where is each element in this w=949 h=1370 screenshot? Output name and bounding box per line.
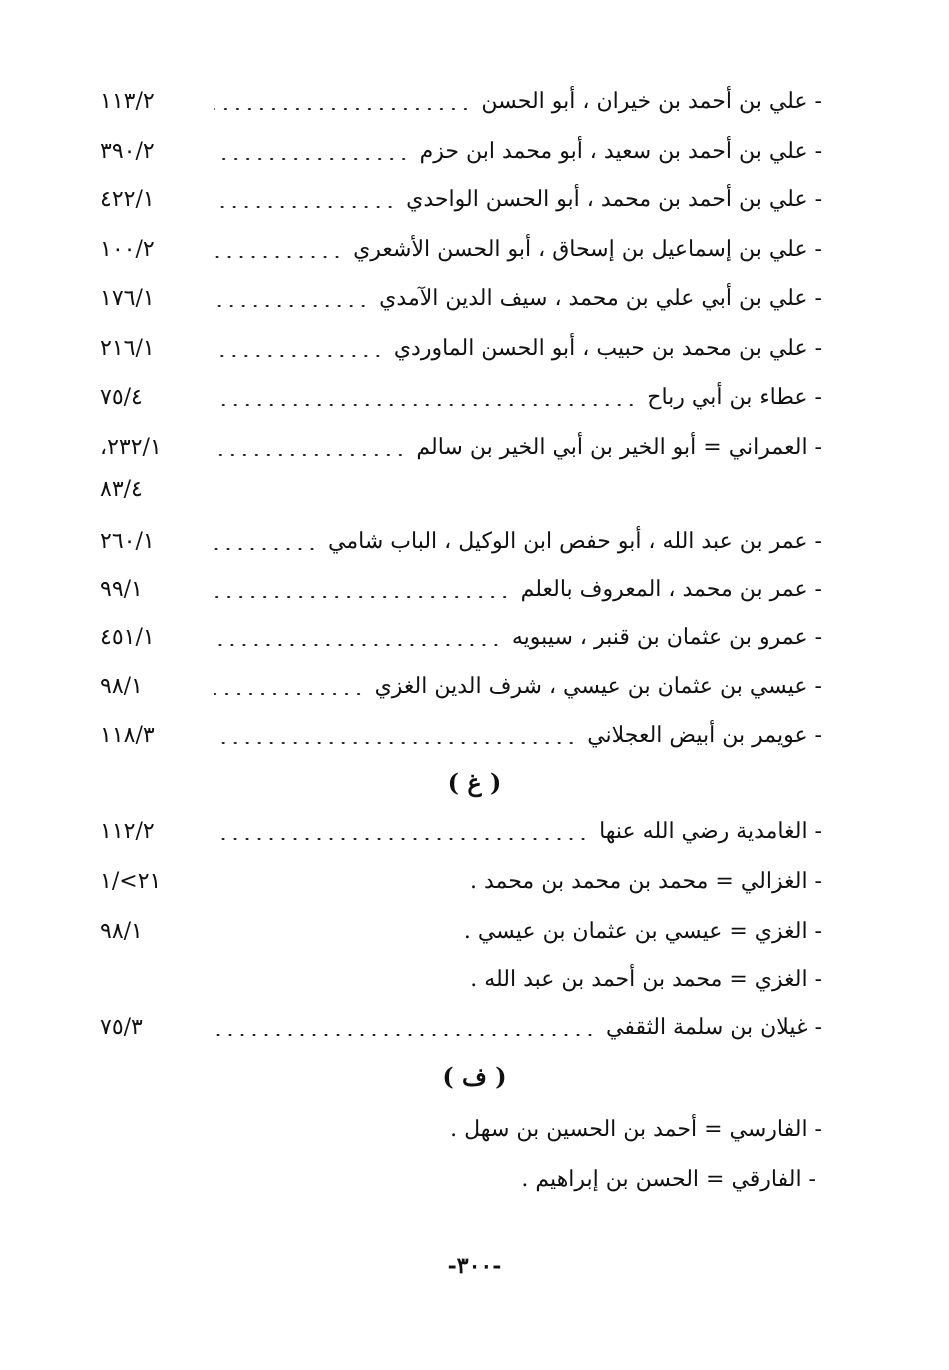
- index-entry: [100, 228, 822, 272]
- entry-reference: ٧٥/٤: [100, 385, 143, 410]
- entry-reference: ١٠٠/٢: [100, 237, 155, 262]
- entry-reference: ١٧٦/١: [100, 286, 155, 311]
- entry-reference-continuation: ٨٣/٤: [100, 477, 143, 502]
- index-entry: [100, 520, 822, 564]
- entry-name: - عمر بن عبد الله ، أبو حفص ابن الوكيل ، الباب شامي: [328, 529, 822, 554]
- entry-name: - الغامدية رضي الله عنها: [599, 819, 822, 844]
- dot-leader: [214, 596, 511, 598]
- index-entry: [100, 277, 822, 321]
- index-entry: [100, 910, 822, 954]
- section-heading-ghain: ( غ ): [447, 768, 502, 797]
- dot-leader: [214, 644, 502, 646]
- dot-leader: [214, 838, 589, 840]
- entry-name: - علي بن محمد بن حبيب ، أبو الحسن الماوردي: [393, 336, 822, 361]
- index-entry: [100, 426, 822, 470]
- dot-leader: [214, 206, 396, 208]
- entry-name: - علي بن أحمد بن محمد ، أبو الحسن الواحدي: [406, 187, 822, 212]
- index-entry: [100, 665, 822, 709]
- index-entry: [100, 616, 822, 660]
- dot-leader: [214, 404, 637, 406]
- dot-leader: [214, 454, 406, 456]
- entry-name: - عمر بن محمد ، المعروف بالعلم: [520, 577, 822, 602]
- index-entry: [100, 1158, 816, 1202]
- entry-name: - الفارسي = أحمد بن الحسين بن سهل .: [450, 1117, 822, 1142]
- section-heading-fa: ( ف ): [442, 1062, 507, 1091]
- dot-leader: [214, 355, 384, 357]
- entry-reference: ٢١٦/١: [100, 336, 155, 361]
- page-number: -٣٠٠-: [447, 1253, 502, 1279]
- entry-name: - عطاء بن أبي رباح: [647, 385, 822, 410]
- dot-leader: [214, 108, 471, 110]
- entry-name: - الغزالي = محمد بن محمد بن محمد .: [469, 869, 822, 894]
- dot-leader: [214, 158, 410, 160]
- index-entry: [100, 958, 822, 1002]
- entry-reference: ١١٢/٢: [100, 819, 155, 844]
- entry-name: - علي بن أحمد بن سعيد ، أبو محمد ابن حزم: [419, 139, 822, 164]
- entry-name: - غيلان بن سلمة الثقفي: [606, 1015, 822, 1040]
- entry-name: - الفارقي = الحسن بن إبراهيم .: [521, 1167, 816, 1192]
- dot-leader: [214, 548, 318, 550]
- dot-leader: [214, 305, 369, 307]
- entry-reference: ١١٨/٣: [100, 723, 155, 748]
- entry-reference: ٩٩/١: [100, 577, 143, 602]
- entry-name: - العمراني = أبو الخير بن أبي الخير بن سالم: [416, 435, 822, 460]
- entry-name: - عمرو بن عثمان بن قنبر ، سيبويه: [511, 625, 822, 650]
- index-entry: [100, 327, 822, 371]
- dot-leader: [214, 1034, 596, 1036]
- entry-reference: ١١٣/٢: [100, 89, 155, 114]
- entry-name: - عويمر بن أبيض العجلاني: [587, 723, 822, 748]
- dot-leader: [214, 693, 365, 695]
- entry-name: - الغزي = عيسي بن عثمان بن عيسي .: [463, 919, 822, 944]
- index-entry: [100, 80, 822, 124]
- entry-reference: ٢٦٠/١: [100, 529, 155, 554]
- entry-reference: ٤٥١/١: [100, 625, 155, 650]
- entry-name: - علي بن أحمد بن خيران ، أبو الحسن: [481, 89, 822, 114]
- index-entry: [100, 376, 822, 420]
- entry-reference: ٩٨/١: [100, 919, 143, 944]
- index-entry: [100, 1006, 822, 1050]
- dot-leader: [214, 742, 577, 744]
- entry-name: - الغزي = محمد بن أحمد بن عبد الله .: [470, 967, 822, 992]
- index-entry: [100, 714, 822, 758]
- index-entry: [100, 1108, 822, 1152]
- entry-reference: ٤٢٢/١: [100, 187, 155, 212]
- index-entry: [100, 130, 822, 174]
- entry-reference: ٢٣٢/١،: [100, 435, 162, 460]
- entry-name: - علي بن أبي علي بن محمد ، سيف الدين الآمدي: [379, 286, 822, 311]
- index-entry: [100, 860, 822, 904]
- entry-reference: ٩٨/١: [100, 674, 143, 699]
- index-entry: [100, 178, 822, 222]
- entry-name: - علي بن إسماعيل بن إسحاق ، أبو الحسن الأشعري: [353, 237, 822, 262]
- dot-leader: [214, 256, 343, 258]
- entry-reference: ٢١>/١: [100, 869, 162, 894]
- entry-reference: ٣٩٠/٢: [100, 139, 155, 164]
- entry-reference: ٧٥/٣: [100, 1015, 143, 1040]
- entry-name: - عيسي بن عثمان بن عيسي ، شرف الدين الغزي: [374, 674, 822, 699]
- index-entry: [100, 568, 822, 612]
- index-entry: [100, 810, 822, 854]
